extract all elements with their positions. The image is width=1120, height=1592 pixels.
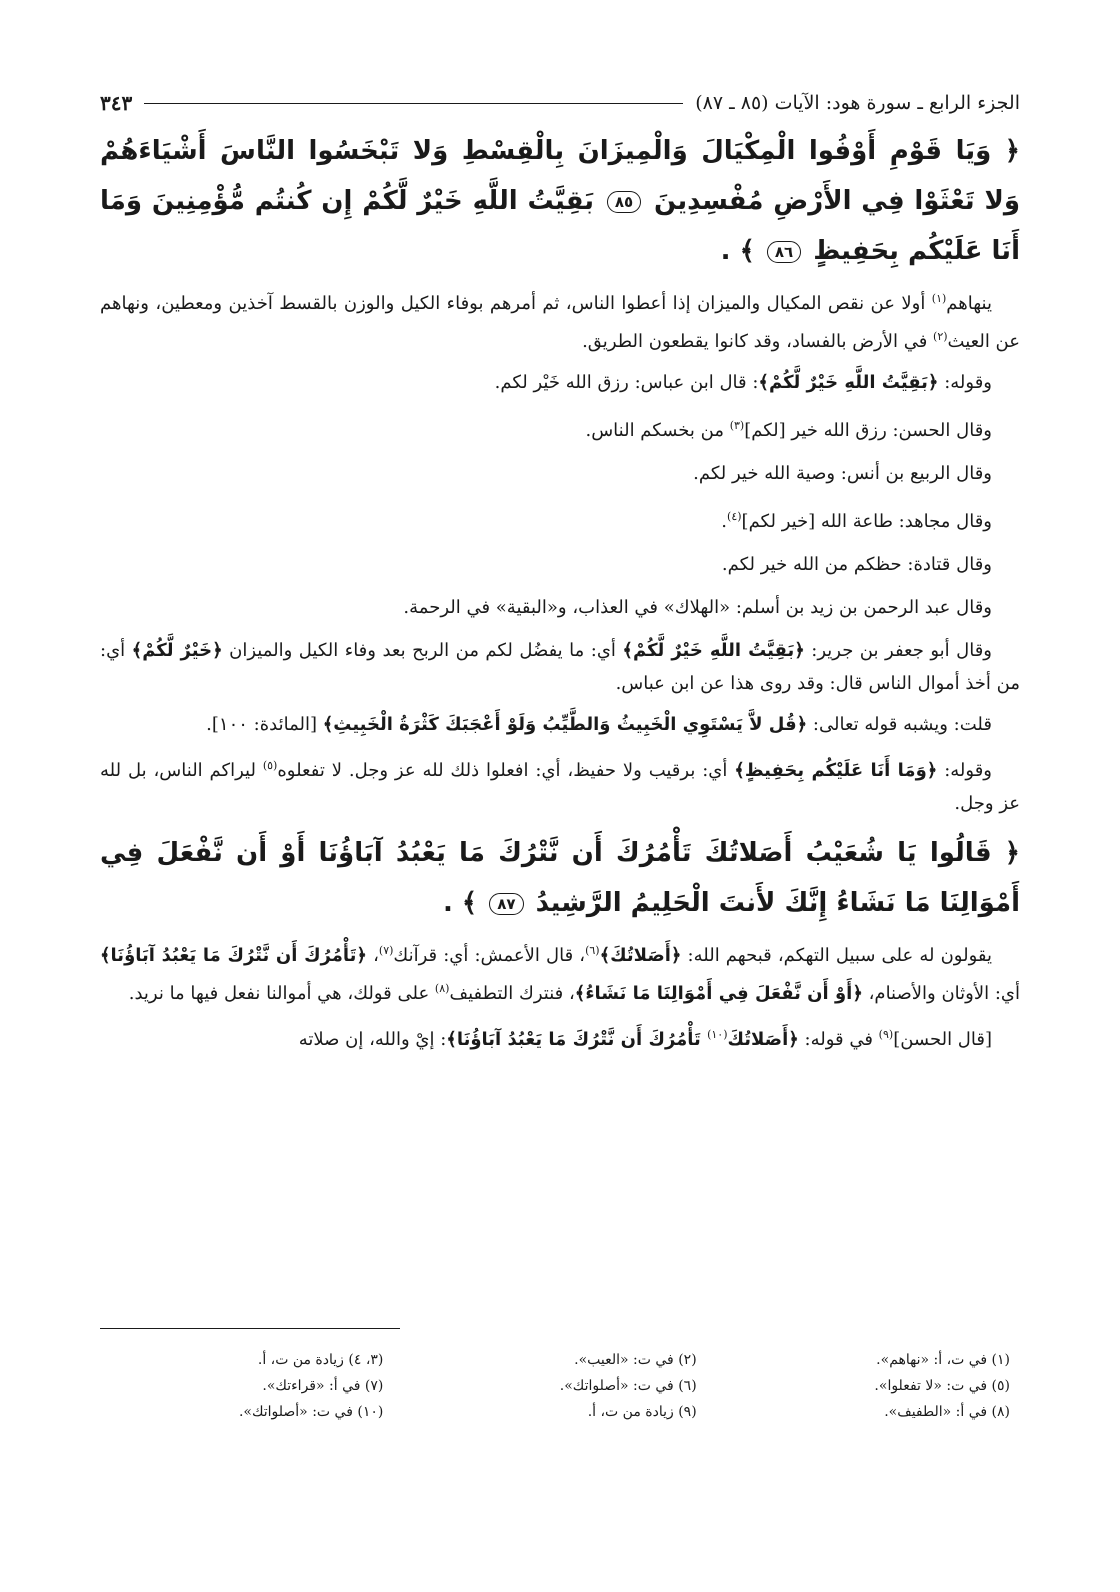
text-run: من بخسكم الناس. bbox=[585, 420, 730, 441]
text-run: ، bbox=[366, 945, 379, 966]
commentary-paragraph bbox=[100, 282, 1020, 358]
quran-quote: ﴿أَصَلاتُكَ bbox=[727, 1029, 799, 1050]
footnote: (٣، ٤) زيادة من ت، أ. bbox=[257, 1352, 384, 1368]
verse-text: ﴿ قَالُوا يَا شُعَيْبُ أَصَلاتُكَ تَأْمُرُكَ أَن نَّتْرُكَ مَا يَعْبُدُ آبَاؤُنَا أَوْ أَن نَّفْعَلَ فِي أَمْوَالِنَا مَا نَشَاءُ إِنَّكَ لأَنتَ الْحَلِيمُ الرَّشِيدُ bbox=[100, 838, 1020, 918]
footnote: (٢) في ت: «العيب». bbox=[574, 1352, 697, 1368]
verse-number-marker: ٨٥ bbox=[607, 191, 641, 213]
text-run: وقوله: bbox=[937, 760, 992, 781]
footnote-ref: (٢) bbox=[933, 330, 948, 343]
page-number: ٣٤٣ bbox=[100, 91, 133, 115]
text-run: أي: برقيب ولا حفيظ، أي: افعلوا ذلك لله عز وجل. لا تفعلوه bbox=[277, 760, 735, 781]
footnote-ref: (٦) bbox=[585, 944, 600, 957]
verse-number-marker: ٨٧ bbox=[489, 893, 523, 915]
commentary-paragraph bbox=[100, 934, 1020, 1010]
footnote-ref: (٣) bbox=[729, 419, 745, 432]
footnote: (٦) في ت: «أصلواتك». bbox=[559, 1378, 697, 1394]
page-body bbox=[100, 126, 1020, 1064]
text-run: وقوله: bbox=[938, 372, 992, 393]
footnote: (١) في ت، أ: «نهاهم». bbox=[876, 1352, 1010, 1368]
commentary-paragraph bbox=[100, 409, 1020, 447]
quran-quote: ﴿بَقِيَّتُ اللَّهِ خَيْرٌ لَّكُمْ﴾ bbox=[758, 372, 939, 393]
text-run: في قوله: bbox=[798, 1029, 879, 1050]
text-run: : قال ابن عباس: رزق الله خَيْر لكم. bbox=[494, 372, 759, 393]
verse-end: ﴾ . bbox=[720, 236, 755, 266]
footnotes bbox=[100, 1348, 1020, 1424]
quran-quote: ﴿وَمَا أَنَا عَلَيْكُم بِحَفِيظٍ﴾ bbox=[734, 760, 938, 781]
text-run: قلت: ويشبه قوله تعالى: bbox=[807, 714, 992, 735]
text-run: أي: من أخذ أموال الناس قال: وقد روى هذا عن ابن عباس. bbox=[100, 640, 1020, 694]
quran-verse-87 bbox=[100, 828, 1020, 928]
text-run: [قال الحسن] bbox=[893, 1029, 992, 1050]
text-run: ، قال الأعمش: أي: قرآنك bbox=[393, 945, 586, 966]
text-run: وقال مجاهد: طاعة الله [خير لكم] bbox=[741, 511, 992, 532]
footnote-ref: (١) bbox=[931, 292, 947, 305]
quran-quote: ﴿خَيْرٌ لَّكُمْ﴾ bbox=[131, 640, 223, 661]
text-run: ، فنترك التطفيف bbox=[449, 983, 575, 1004]
text-run: ينهاهم bbox=[946, 293, 992, 314]
text-run: أولا عن نقص المكيال والميزان إذا أعطوا الناس، ثم أمرهم بوفاء الكيل والوزن بالقسط آخذين ومعطين، ونهاهم عن العيث bbox=[100, 293, 1020, 352]
commentary-paragraph bbox=[100, 708, 1020, 741]
text-run: وقال الحسن: رزق الله خير [لكم] bbox=[744, 420, 992, 441]
text-run: أي: الأوثان والأصنام، bbox=[862, 983, 1020, 1004]
quran-quote: ﴿قُل لاَّ يَسْتَوِي الْخَبِيثُ وَالطَّيِّبُ وَلَوْ أَعْجَبَكَ كَثْرَةُ الْخَبِيثِ﴾ bbox=[322, 714, 808, 735]
commentary-paragraph bbox=[100, 634, 1020, 700]
running-title: الجزء الرابع ـ سورة هود: الآيات (٨٥ ـ ٨٧) bbox=[695, 92, 1020, 114]
commentary-paragraph: وقال عبد الرحمن بن زيد بن أسلم: «الهلاك» في العذاب، و«البقية» في الرحمة. bbox=[403, 597, 992, 618]
quran-verse-85-86 bbox=[100, 126, 1020, 276]
header-rule bbox=[144, 103, 683, 104]
commentary-paragraph bbox=[100, 1018, 1020, 1056]
footnote-ref: (٨) bbox=[434, 982, 450, 995]
running-header bbox=[100, 86, 1020, 120]
text-run: : إيْ والله، إن صلاته bbox=[298, 1029, 447, 1050]
text-run: . bbox=[721, 511, 728, 532]
commentary-paragraph bbox=[100, 366, 1020, 399]
verse-end: ﴾ . bbox=[442, 888, 478, 918]
text-run: [المائدة: ١٠٠]. bbox=[206, 714, 323, 735]
text-run: ليراكم الناس، بل لله عز وجل. bbox=[100, 760, 1020, 814]
footnote-ref: (٤) bbox=[727, 510, 742, 523]
footnote: (٨) في أ: «الطفيف». bbox=[884, 1404, 1010, 1420]
footnote-ref: (٧) bbox=[378, 944, 394, 957]
footnote-ref: (٩) bbox=[878, 1028, 894, 1041]
verse-number-marker: ٨٦ bbox=[767, 241, 801, 263]
verse-text: ﴿ وَيَا قَوْمِ أَوْفُوا الْمِكْيَالَ وَالْمِيزَانَ بِالْقِسْطِ وَلا تَبْخَسُوا النَّاسَ أَشْيَاءَهُمْ وَلا تَعْثَوْا فِي الأَرْضِ مُفْسِدِينَ bbox=[100, 136, 1021, 216]
quran-quote: ﴿بَقِيَّتُ اللَّهِ خَيْرٌ لَّكُمْ﴾ bbox=[622, 640, 805, 661]
footnote-separator bbox=[100, 1328, 400, 1329]
text-run: أي: ما يفضُل لكم من الربح بعد وفاء الكيل والميزان bbox=[222, 640, 623, 661]
text-run: وقال أبو جعفر بن جرير: bbox=[804, 640, 992, 661]
book-page bbox=[100, 0, 1020, 1592]
quran-quote: تَأْمُرُكَ أَن نَّتْرُكَ مَا يَعْبُدُ آبَاؤُنَا﴾ bbox=[446, 1029, 708, 1050]
footnote-ref: (٥) bbox=[262, 759, 278, 772]
text-run: في الأرض بالفساد، وقد كانوا يقطعون الطريق. bbox=[582, 331, 934, 352]
quran-quote: ﴿تَأْمُرُكَ أَن نَّتْرُكَ مَا يَعْبُدُ آبَاؤُنَا﴾ bbox=[100, 945, 367, 966]
text-run: يقولون له على سبيل التهكم، قبحهم الله: bbox=[681, 945, 992, 966]
footnote: (٩) زيادة من ت، أ. bbox=[587, 1404, 697, 1420]
commentary-paragraph: وقال قتادة: حظكم من الله خير لكم. bbox=[721, 554, 992, 575]
quran-quote: ﴿أَصَلاتُكَ﴾ bbox=[599, 945, 682, 966]
commentary-paragraph bbox=[100, 749, 1020, 820]
verse-text: بَقِيَّتُ اللَّهِ خَيْرٌ لَّكُمْ إِن كُنتُم مُّؤْمِنِينَ وَمَا أَنَا عَلَيْكُم بِحَفِيظٍ bbox=[100, 186, 1020, 266]
footnote: (٥) في ت: «لا تفعلوا». bbox=[874, 1378, 1010, 1394]
commentary-paragraph bbox=[100, 500, 1020, 538]
text-run: على قولك، هي أموالنا نفعل فيها ما نريد. bbox=[128, 983, 435, 1004]
footnote: (١٠) في ت: «أصلواتك». bbox=[238, 1404, 384, 1420]
footnote-ref: (١٠) bbox=[707, 1028, 728, 1041]
commentary-paragraph: وقال الربيع بن أنس: وصية الله خير لكم. bbox=[693, 463, 992, 484]
footnote: (٧) في أ: «قراءتك». bbox=[262, 1378, 384, 1394]
quran-quote: ﴿أَوْ أَن نَّفْعَلَ فِي أَمْوَالِنَا مَا نَشَاءُ﴾ bbox=[574, 983, 863, 1004]
